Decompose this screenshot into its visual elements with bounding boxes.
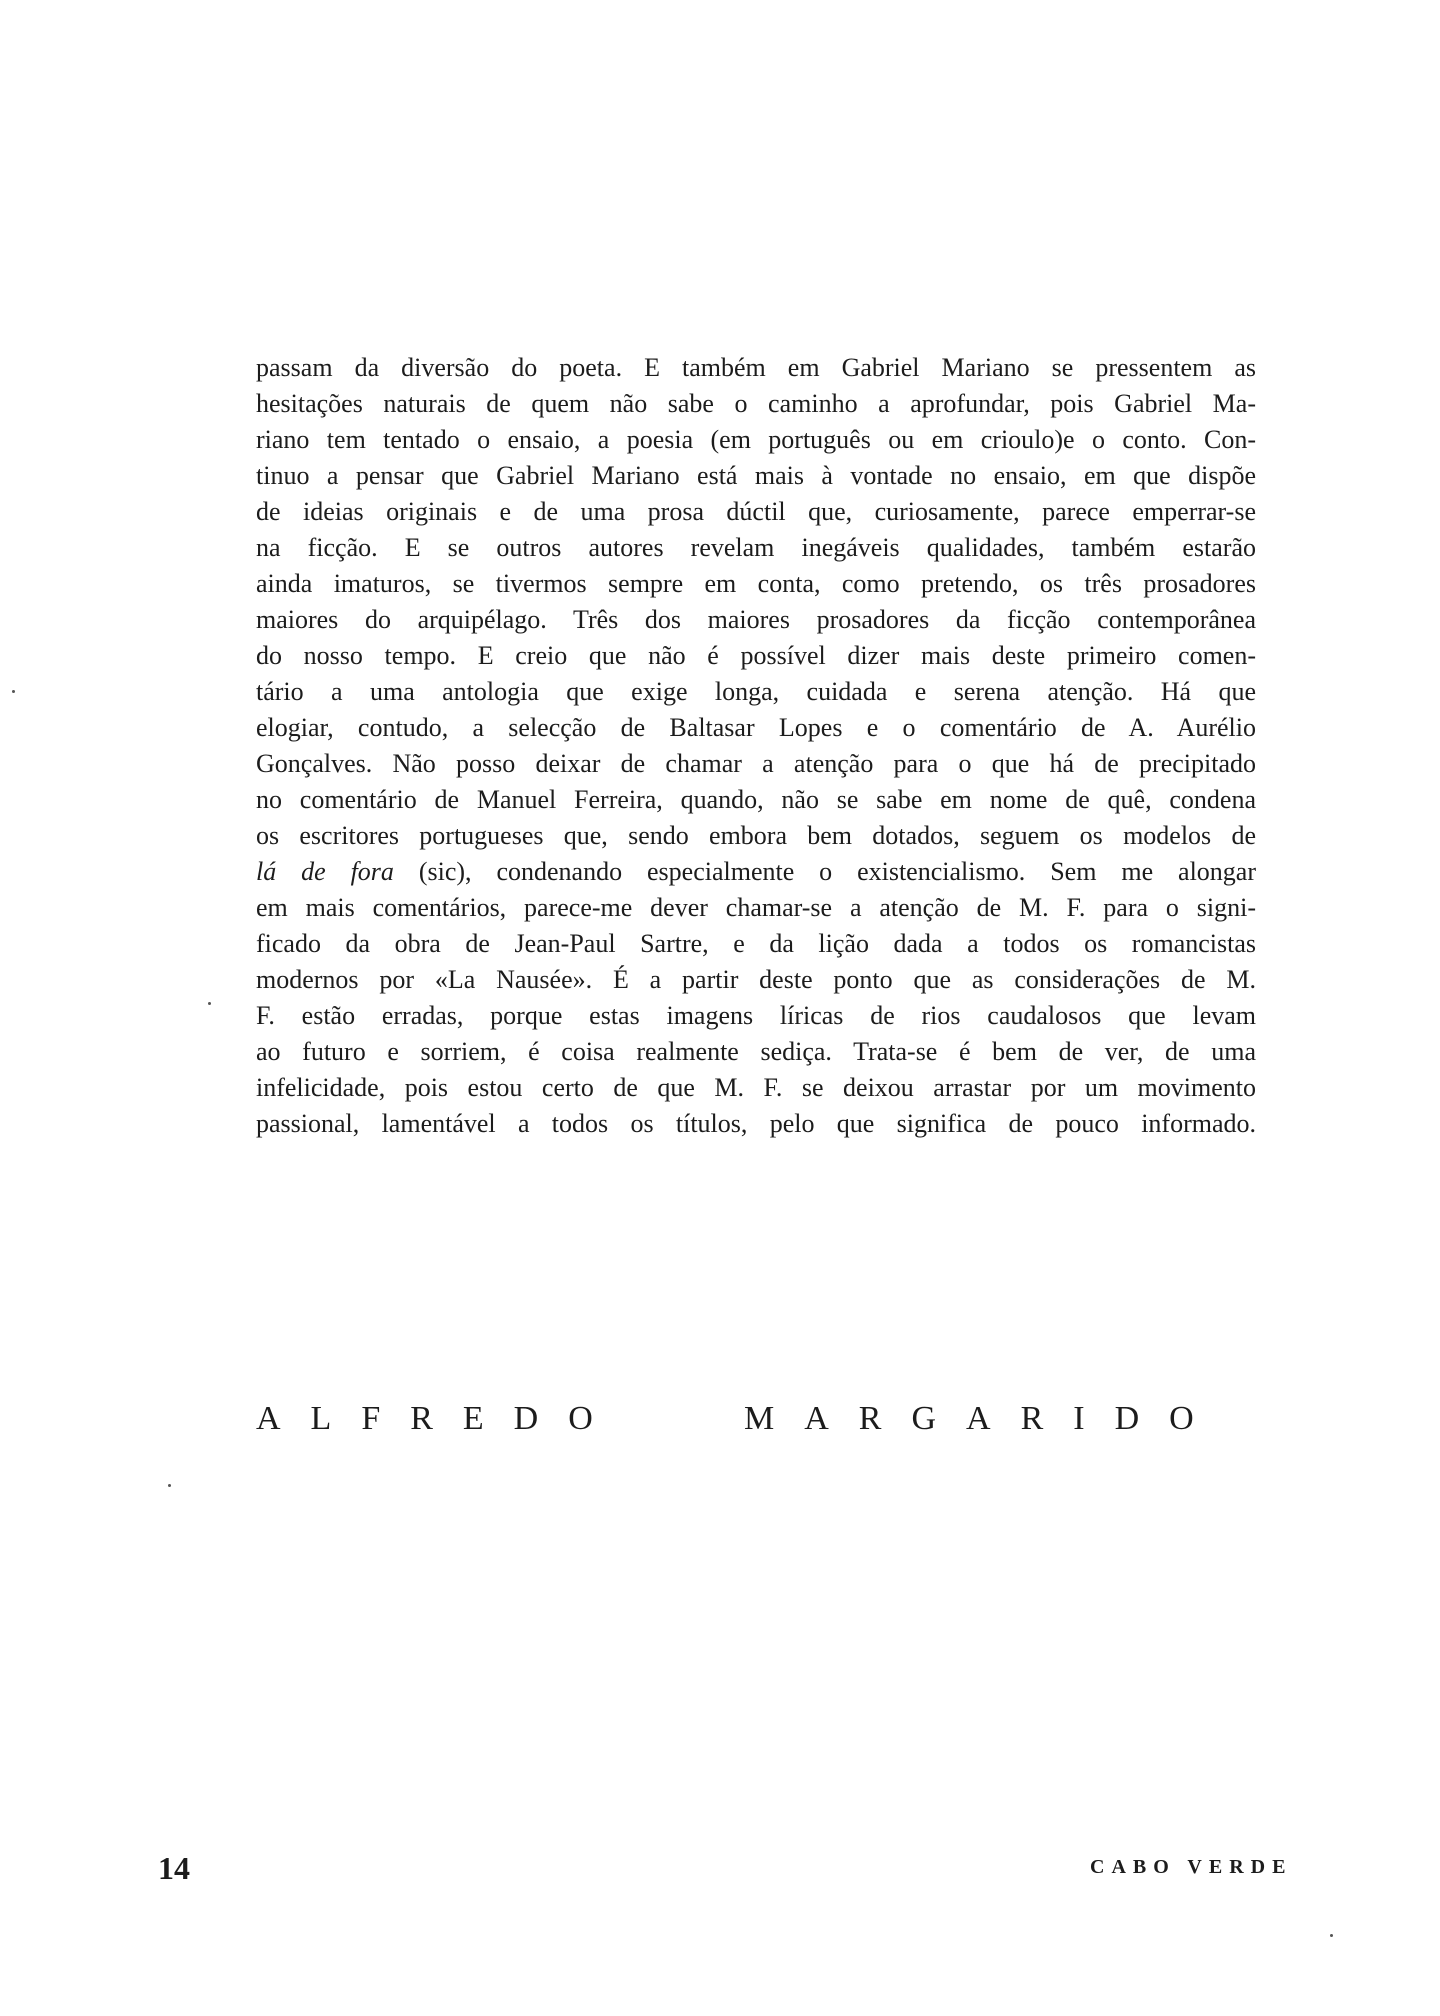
text-line: do nosso tempo. E creio que não é possível dizer mais deste primeiro comen-	[256, 641, 1256, 670]
text-line: modernos por «La Nausée». É a partir deste ponto que as considerações de M.	[256, 965, 1256, 994]
page-number: 14	[158, 1850, 190, 1886]
text-line: F. estão erradas, porque estas imagens líricas de rios caudalosos que levam	[256, 1001, 1256, 1030]
text-line: em mais comentários, parece-me dever chamar-se a atenção de M. F. para o signi-	[256, 893, 1256, 922]
line-remainder: (sic), condenando especialmente o existencialismo. Sem me alongar	[393, 857, 1256, 886]
text-line: na ficção. E se outros autores revelam inegáveis qualidades, também estarão	[256, 533, 1256, 562]
text-line: ficado da obra de Jean-Paul Sartre, e da lição dada a todos os romancistas	[256, 929, 1256, 958]
running-title: CABO VERDE	[1090, 1856, 1293, 1878]
text-line: riano tem tentado o ensaio, a poesia (em português ou em crioulo)e o conto. Con-	[256, 425, 1256, 454]
text-line: maiores do arquipélago. Três dos maiores prosadores da ficção contemporânea	[256, 605, 1256, 634]
print-speck	[12, 690, 15, 693]
text-line: ainda imaturos, se tivermos sempre em conta, como pretendo, os três prosadores	[256, 569, 1256, 598]
text-line: os escritores portugueses que, sendo embora bem dotados, seguem os modelos de	[256, 821, 1256, 850]
text-line: Gonçalves. Não posso deixar de chamar a atenção para o que há de precipitado	[256, 749, 1256, 778]
text-line: hesitações naturais de quem não sabe o caminho a aprofundar, pois Gabriel Ma-	[256, 389, 1256, 418]
article-body	[256, 350, 1256, 1142]
text-line: passional, lamentável a todos os títulos, pelo que significa de pouco informado.	[256, 1109, 1256, 1138]
text-line: passam da diversão do poeta. E também em Gabriel Mariano se pressentem as	[256, 353, 1256, 382]
print-speck	[208, 1002, 211, 1005]
text-line: infelicidade, pois estou certo de que M. F. se deixou arrastar por um movimento	[256, 1073, 1256, 1102]
text-line: ao futuro e sorriem, é coisa realmente sediça. Trata-se é bem de ver, de uma	[256, 1037, 1256, 1066]
text-line-italic-phrase	[256, 854, 1256, 890]
text-line: no comentário de Manuel Ferreira, quando, não se sabe em nome de quê, condena	[256, 785, 1256, 814]
author-first-name: ALFREDO	[256, 1400, 623, 1437]
text-line: de ideias originais e de uma prosa dúctil que, curiosamente, parece emperrar-se	[256, 497, 1256, 526]
text-line: tinuo a pensar que Gabriel Mariano está mais à vontade no ensaio, em que dispõe	[256, 461, 1256, 490]
print-speck	[168, 1484, 171, 1487]
italic-phrase: lá de fora	[256, 857, 394, 886]
author-last-name: MARGARIDO	[744, 1400, 1224, 1437]
text-line: tário a uma antologia que exige longa, cuidada e serena atenção. Há que	[256, 677, 1256, 706]
text-line: elogiar, contudo, a selecção de Baltasar Lopes e o comentário de A. Aurélio	[256, 713, 1256, 742]
print-speck	[1330, 1934, 1333, 1937]
